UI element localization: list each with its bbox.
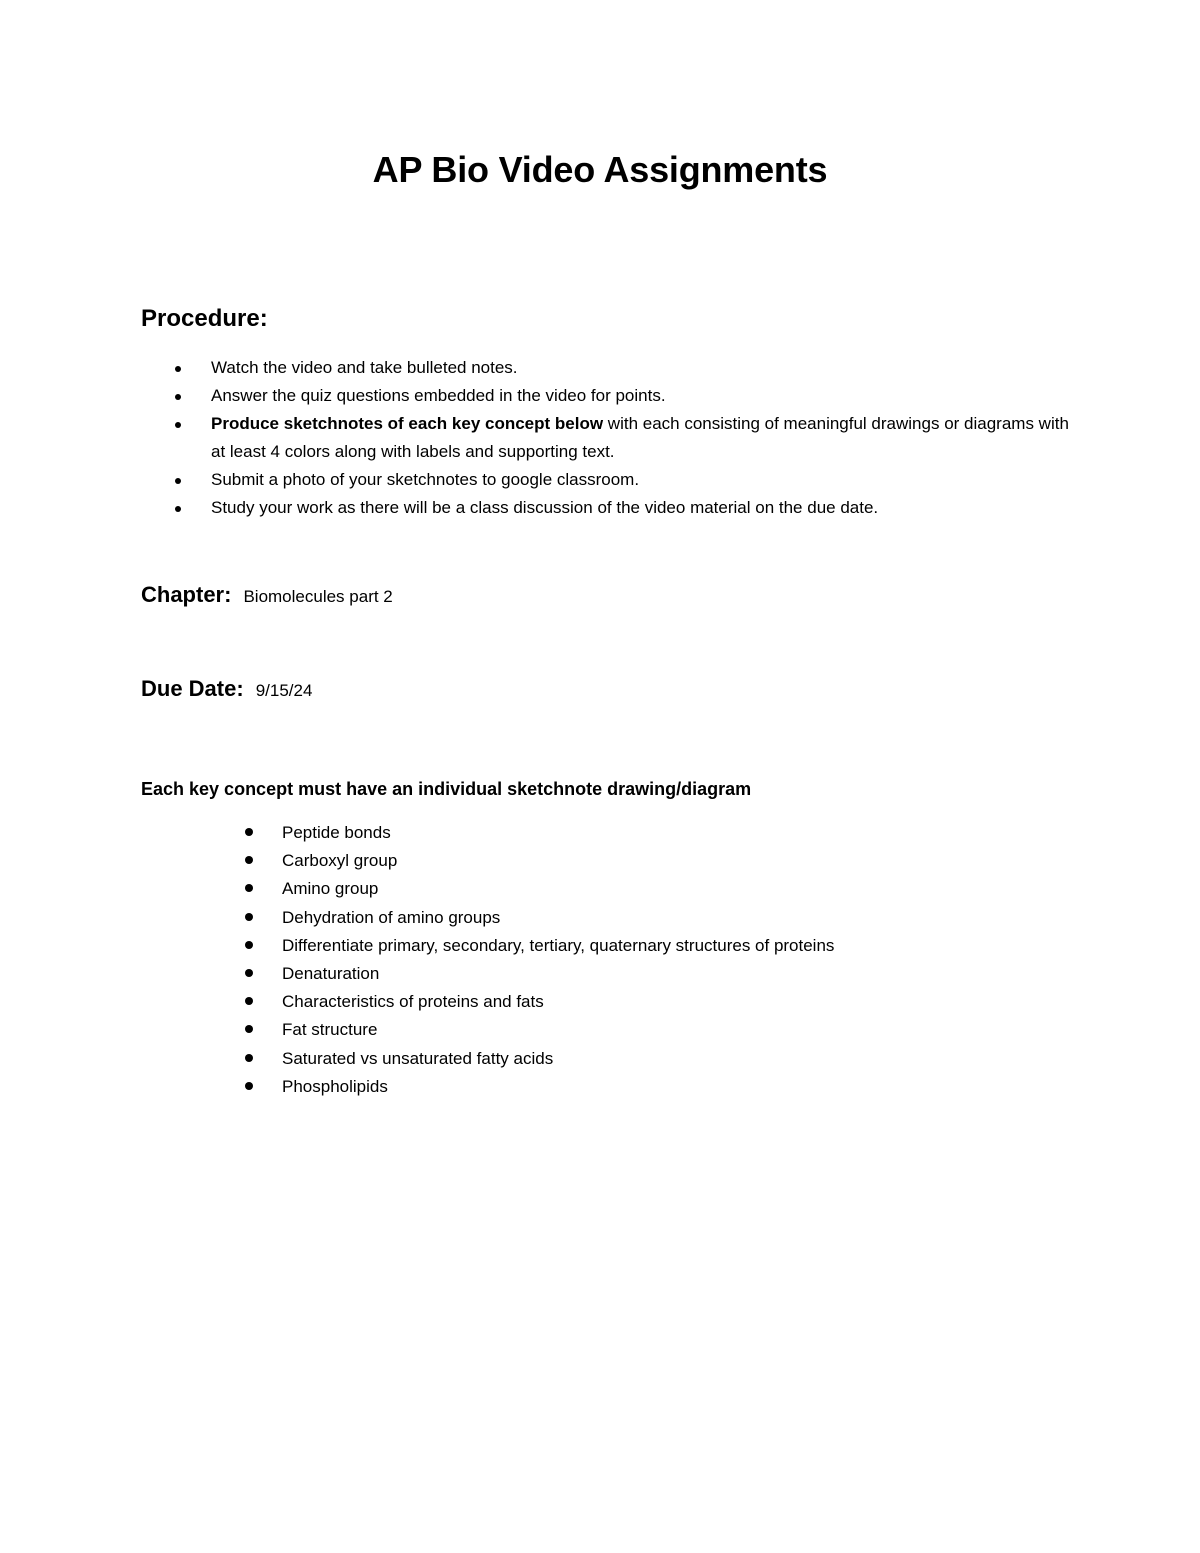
bullet-icon [175, 394, 181, 400]
bullet-icon [245, 856, 253, 864]
due-date-value: 9/15/24 [255, 681, 313, 700]
procedure-heading: Procedure: [141, 305, 268, 332]
key-concept-item [240, 932, 834, 960]
procedure-list [170, 354, 1070, 522]
key-concept-item [240, 960, 834, 988]
key-concept-item [240, 1016, 834, 1044]
key-concepts-list [240, 819, 834, 1101]
procedure-step [170, 410, 1070, 466]
key-concept-item [240, 1045, 834, 1073]
key-concept-label: Carboxyl group [282, 851, 398, 871]
chapter-value: Biomolecules part 2 [243, 587, 393, 606]
procedure-step-text: Submit a photo of your sketchnotes to google classroom. [211, 470, 640, 489]
bullet-icon [245, 997, 253, 1005]
procedure-step [170, 382, 1070, 410]
bullet-icon [175, 478, 181, 484]
bullet-icon [175, 366, 181, 372]
bullet-icon [175, 422, 181, 428]
procedure-step-text: Answer the quiz questions embedded in the video for points. [211, 386, 666, 405]
key-concept-label: Dehydration of amino groups [282, 907, 501, 927]
bullet-icon [245, 913, 253, 921]
key-concept-item [240, 1073, 834, 1101]
key-concept-label: Saturated vs unsaturated fatty acids [282, 1048, 554, 1068]
procedure-step [170, 466, 1070, 494]
key-concept-label: Peptide bonds [282, 823, 391, 842]
key-concept-label: Fat structure [282, 1020, 378, 1040]
procedure-step [170, 494, 1070, 522]
bullet-icon [245, 941, 253, 949]
bullet-icon [245, 1025, 253, 1033]
bullet-icon [245, 884, 253, 892]
key-concepts-heading: Each key concept must have an individual sketchnote drawing/diagram [141, 779, 752, 799]
due-date-label: Due Date: [141, 676, 244, 701]
bullet-icon [245, 1054, 253, 1062]
bullet-icon [245, 1082, 253, 1090]
chapter-label: Chapter: [141, 582, 232, 607]
key-concept-item [240, 819, 834, 847]
bullet-icon [245, 828, 253, 836]
page-title: AP Bio Video Assignments [372, 149, 828, 190]
procedure-step-text: Watch the video and take bulleted notes. [211, 358, 518, 377]
key-concept-item [240, 847, 834, 875]
bullet-icon [245, 969, 253, 977]
key-concept-label: Phospholipids [282, 1076, 388, 1096]
procedure-step-text: with each consisting of meaningful drawings or diagrams with at least 4 colors along with labels and supporting text. [211, 414, 1069, 461]
bullet-icon [175, 506, 181, 512]
key-concept-label: Characteristics of proteins and fats [282, 992, 544, 1012]
key-concept-label: Amino group [282, 879, 379, 899]
key-concept-label: Denaturation [282, 964, 380, 984]
key-concept-label: Differentiate primary, secondary, tertiary, quaternary structures of proteins [282, 935, 835, 955]
procedure-step-bold: Produce sketchnotes of each key concept below [211, 414, 604, 433]
chapter-field [141, 582, 393, 614]
procedure-step-text: Study your work as there will be a class discussion of the video material on the due date. [211, 498, 879, 517]
key-concept-item [240, 904, 834, 932]
procedure-step [170, 354, 1070, 382]
due-date-field [141, 676, 312, 708]
key-concept-item [240, 988, 834, 1016]
key-concept-item [240, 875, 834, 903]
